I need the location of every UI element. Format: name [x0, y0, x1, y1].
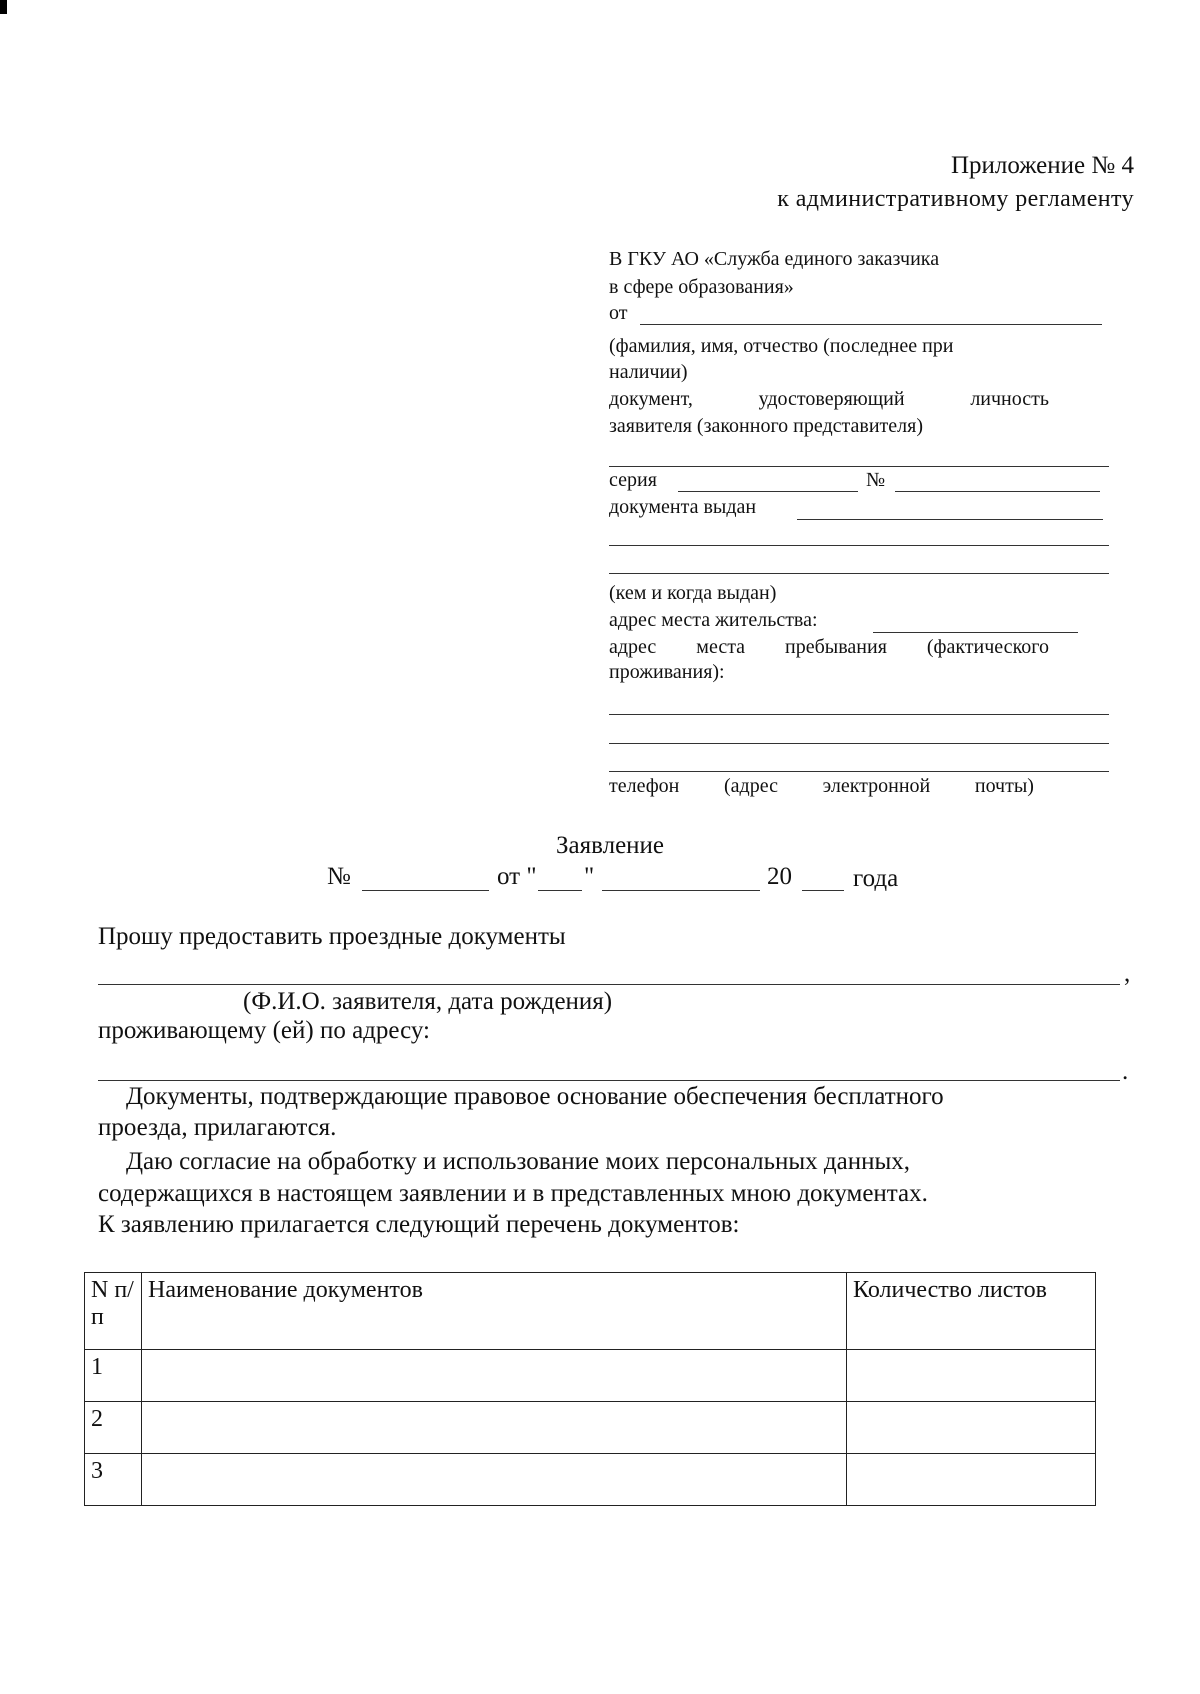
phone-word-2: (адрес — [724, 775, 778, 797]
stay-address-field-1[interactable] — [609, 714, 1109, 715]
table-row — [85, 1402, 1096, 1454]
table-row — [85, 1454, 1096, 1506]
application-day-field[interactable] — [538, 890, 582, 891]
header-doc-name: Наименование документов — [142, 1273, 847, 1350]
consent-line-1: Даю согласие на обработку и использование моих персональных данных, — [126, 1148, 911, 1175]
addressee-line-2: в сфере образования» — [609, 276, 794, 298]
row-sheets-cell[interactable] — [847, 1454, 1096, 1506]
stay-word-1: адрес — [609, 636, 657, 658]
id-doc-word-1: документ, — [609, 388, 693, 410]
fio-comma: , — [1124, 960, 1131, 987]
number-field[interactable] — [895, 491, 1100, 492]
id-document-line-1 — [609, 388, 1049, 411]
living-at-label: проживающему (ей) по адресу: — [98, 1017, 430, 1044]
series-label: серия — [609, 469, 657, 491]
row-number: 2 — [85, 1402, 142, 1454]
application-number-field[interactable] — [362, 890, 489, 891]
row-number: 1 — [85, 1350, 142, 1402]
id-doc-word-2: удостоверяющий — [758, 388, 905, 410]
fio-hint-line-2: наличии) — [609, 361, 688, 383]
docs-paragraph-line-2: проезда, прилагаются. — [98, 1114, 337, 1141]
row-doc-name-cell[interactable] — [142, 1454, 847, 1506]
docs-paragraph-line-1: Документы, подтверждающие правовое основание обеспечения бесплатного — [126, 1083, 944, 1110]
stay-word-4: (фактического — [926, 636, 1049, 658]
issued-field[interactable] — [797, 519, 1103, 520]
stay-address-field-2[interactable] — [609, 743, 1109, 744]
application-month-field[interactable] — [602, 890, 760, 891]
id-doc-word-3: личность — [970, 388, 1049, 410]
stay-word-3: пребывания — [785, 636, 887, 658]
stay-word-2: места — [696, 636, 746, 658]
issued-hint: (кем и когда выдан) — [609, 582, 777, 604]
header-sheets: Количество листов — [847, 1273, 1096, 1350]
id-document-line-2: заявителя (законного представителя) — [609, 415, 924, 437]
living-address-field[interactable] — [98, 1080, 1120, 1081]
fio-hint-line-1: (фамилия, имя, отчество (последнее при — [609, 335, 954, 357]
request-text: Прошу предоставить проездные документы — [98, 923, 566, 950]
stay-address-field-3[interactable] — [609, 771, 1109, 772]
application-year-prefix: 20 — [767, 863, 792, 890]
row-sheets-cell[interactable] — [847, 1350, 1096, 1402]
residence-label: адрес места жительства: — [609, 609, 818, 631]
scan-corner-mark — [0, 0, 7, 14]
phone-word-1: телефон — [609, 775, 680, 797]
phone-word-3: электронной — [822, 775, 931, 797]
from-label: от — [609, 302, 628, 324]
application-number-label: № — [327, 863, 351, 890]
issued-field-3[interactable] — [609, 573, 1109, 574]
appendix-title: Приложение № 4 — [950, 152, 1134, 179]
issued-field-2[interactable] — [609, 545, 1109, 546]
appendix-subtitle: к административному регламенту — [777, 186, 1134, 212]
application-date-from: от " — [497, 863, 537, 890]
application-year-field[interactable] — [802, 890, 844, 891]
fio-hint: (Ф.И.О. заявителя, дата рождения) — [243, 988, 613, 1015]
issued-label: документа выдан — [609, 496, 757, 518]
residence-field[interactable] — [873, 632, 1078, 633]
row-number: 3 — [85, 1454, 142, 1506]
row-doc-name-cell[interactable] — [142, 1402, 847, 1454]
header-number: N п/п — [85, 1273, 142, 1350]
documents-table — [84, 1272, 1096, 1506]
phone-email-label — [609, 775, 1034, 798]
number-label: № — [866, 469, 886, 491]
table-row — [85, 1350, 1096, 1402]
address-period: . — [1122, 1058, 1129, 1085]
id-document-field[interactable] — [609, 466, 1109, 467]
table-header-row — [85, 1273, 1096, 1350]
applicant-fio-field[interactable] — [98, 984, 1120, 985]
attached-list-label: К заявлению прилагается следующий перечень документов: — [98, 1211, 740, 1238]
application-date-quote: " — [584, 863, 595, 890]
addressee-line-1: В ГКУ АО «Служба единого заказчика — [609, 248, 940, 270]
row-sheets-cell[interactable] — [847, 1402, 1096, 1454]
stay-address-line-1 — [609, 636, 1049, 659]
application-title: Заявление — [556, 832, 665, 859]
stay-address-line-2: проживания): — [609, 661, 725, 683]
series-field[interactable] — [678, 491, 858, 492]
from-name-field[interactable] — [640, 324, 1102, 325]
application-year-suffix: года — [853, 865, 899, 892]
phone-word-4: почты) — [974, 775, 1034, 797]
consent-line-2: содержащихся в настоящем заявлении и в представленных мною документах. — [98, 1180, 928, 1207]
row-doc-name-cell[interactable] — [142, 1350, 847, 1402]
